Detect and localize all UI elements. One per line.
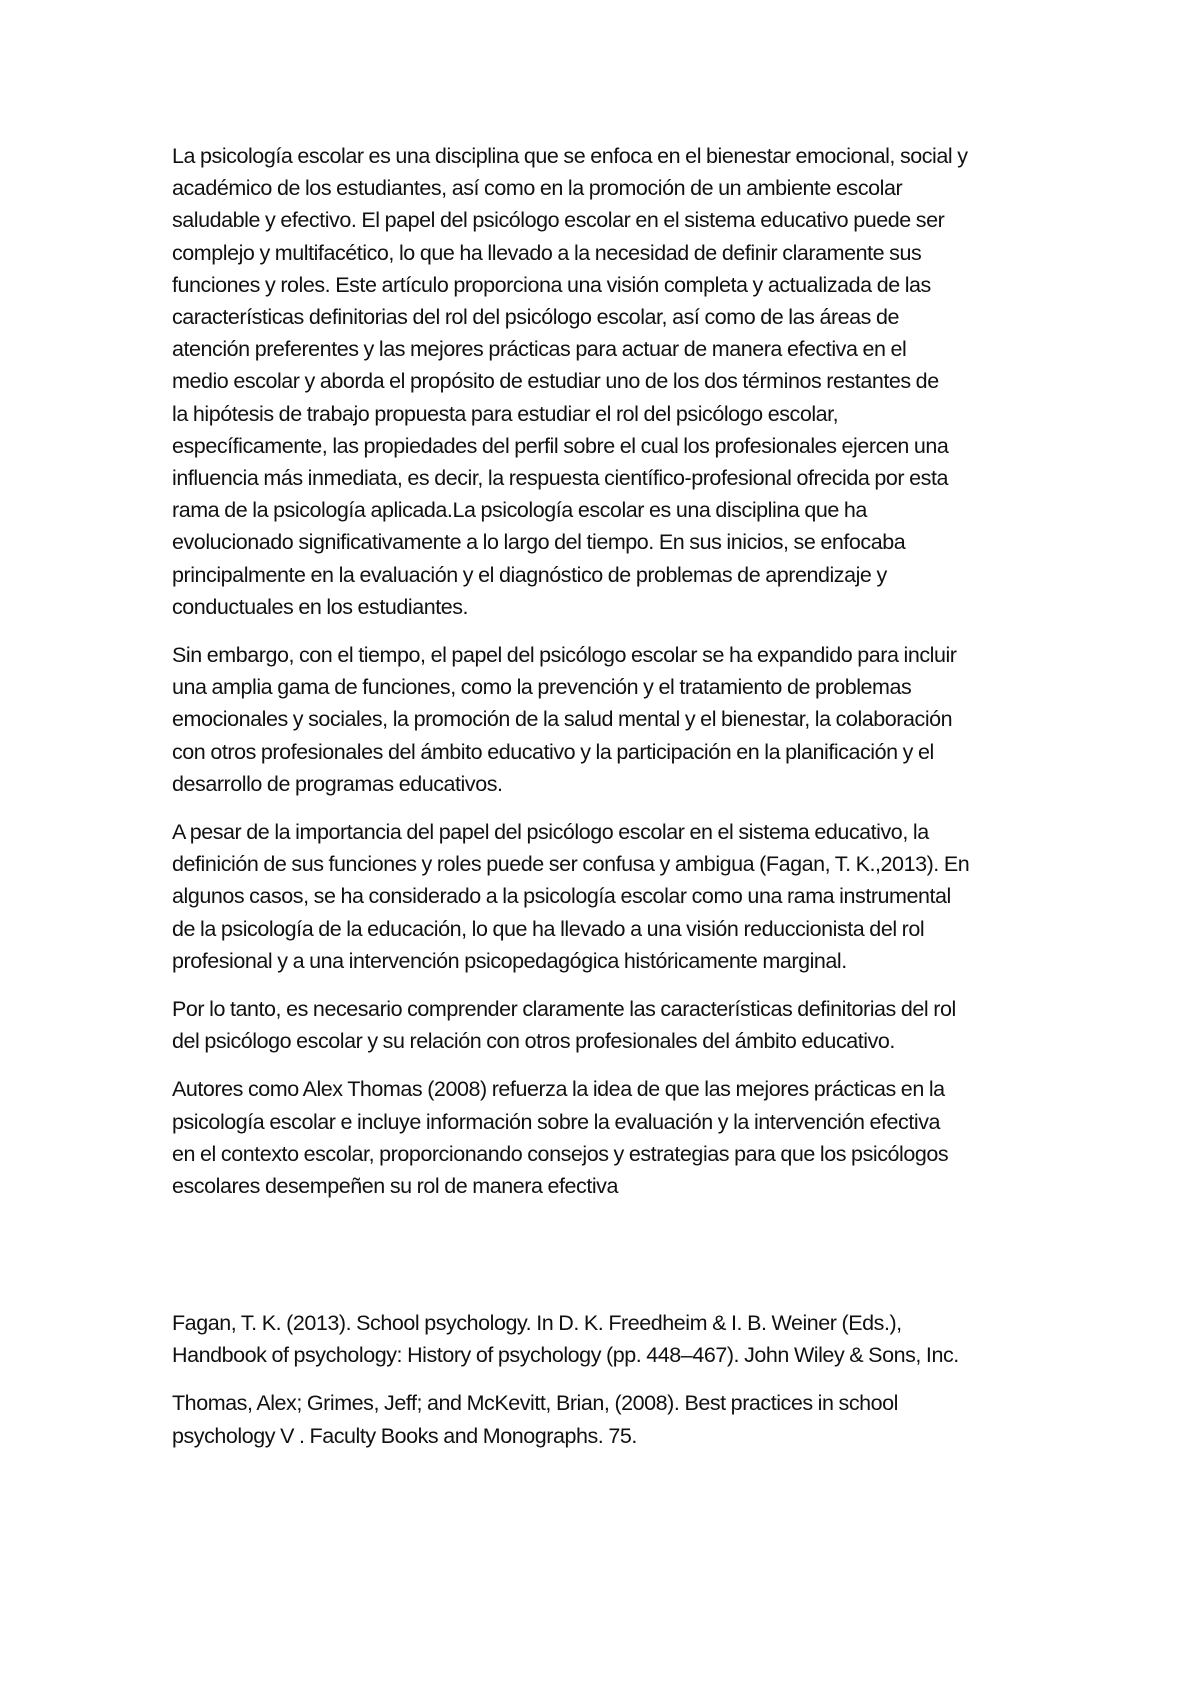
reference-thomas: Thomas, Alex; Grimes, Jeff; and McKevitt, Brian, (2008). Best practices in school psychology V . Faculty Books and Monographs. 75. [172,1391,898,1448]
references-section [172,1307,1042,1468]
paragraph-expansion: Sin embargo, con el tiempo, el papel del psicólogo escolar se ha expandido para incluir una amplia gama de funciones, como la prevención y el tratamiento de problemas emocionales y sociales, la promoción de la salud mental y el bienestar, la colaboración con otros profesionales del ámbito educativo y la participación en la planificación y el desarrollo de programas educativos. [172,643,957,796]
paragraph-authors: Autores como Alex Thomas (2008) refuerza la idea de que las mejores prácticas en la psicología escolar e incluye información sobre la evaluación y la intervención efectiva en el contexto escolar, proporcionando consejos y estrategias para que los psicólogos escolares desempeñen su rol de manera efectiva [172,1077,949,1199]
reference-fagan: Fagan, T. K. (2013). School psychology. In D. K. Freedheim & I. B. Weiner (Eds.), Handbook of psychology: History of psychology (pp. 448–467). John Wiley & Sons, Inc. [172,1311,959,1368]
paragraph-conclusion: Por lo tanto, es necesario comprender claramente las características definitorias del rol del psicólogo escolar y su relación con otros profesionales del ámbito educativo. [172,997,956,1054]
document-body [172,140,1042,1218]
paragraph-ambiguity: A pesar de la importancia del papel del psicólogo escolar en el sistema educativo, la definición de sus funciones y roles puede ser confusa y ambigua (Fagan, T. K.,2013). En algunos casos, se ha considerado a la psicología escolar como una rama instrumental de la psicología de la educación, lo que ha llevado a una visión reduccionista del rol profesional y a una intervención psicopedagógica históricamente marginal. [172,820,970,973]
paragraph-intro: La psicología escolar es una disciplina que se enfoca en el bienestar emocional, social y académico de los estudiantes, así como en la promoción de un ambiente escolar saludable y efectivo. El papel del psicólogo escolar en el sistema educativo puede ser complejo y multifacético, lo que ha llevado a la necesidad de definir claramente sus funciones y roles. Este artículo proporciona una visión completa y actualizada de las características definitorias del rol del psicólogo escolar, así como de las áreas de atención preferentes y las mejores prácticas para actuar de manera efectiva en el medio escolar y aborda el propósito de estudiar uno de los dos términos restantes de la hipótesis de trabajo propuesta para estudiar el rol del psicólogo escolar, específicamente, las propiedades del perfil sobre el cual los profesionales ejercen una influencia más inmediata, es decir, la respuesta científico-profesional ofrecida por esta rama de la psicología aplicada.La psicología escolar es una disciplina que ha evolucionado significativamente a lo largo del tiempo. En sus inicios, se enfocaba principalmente en la evaluación y el diagnóstico de problemas de aprendizaje y conductuales en los estudiantes. [172,144,968,619]
